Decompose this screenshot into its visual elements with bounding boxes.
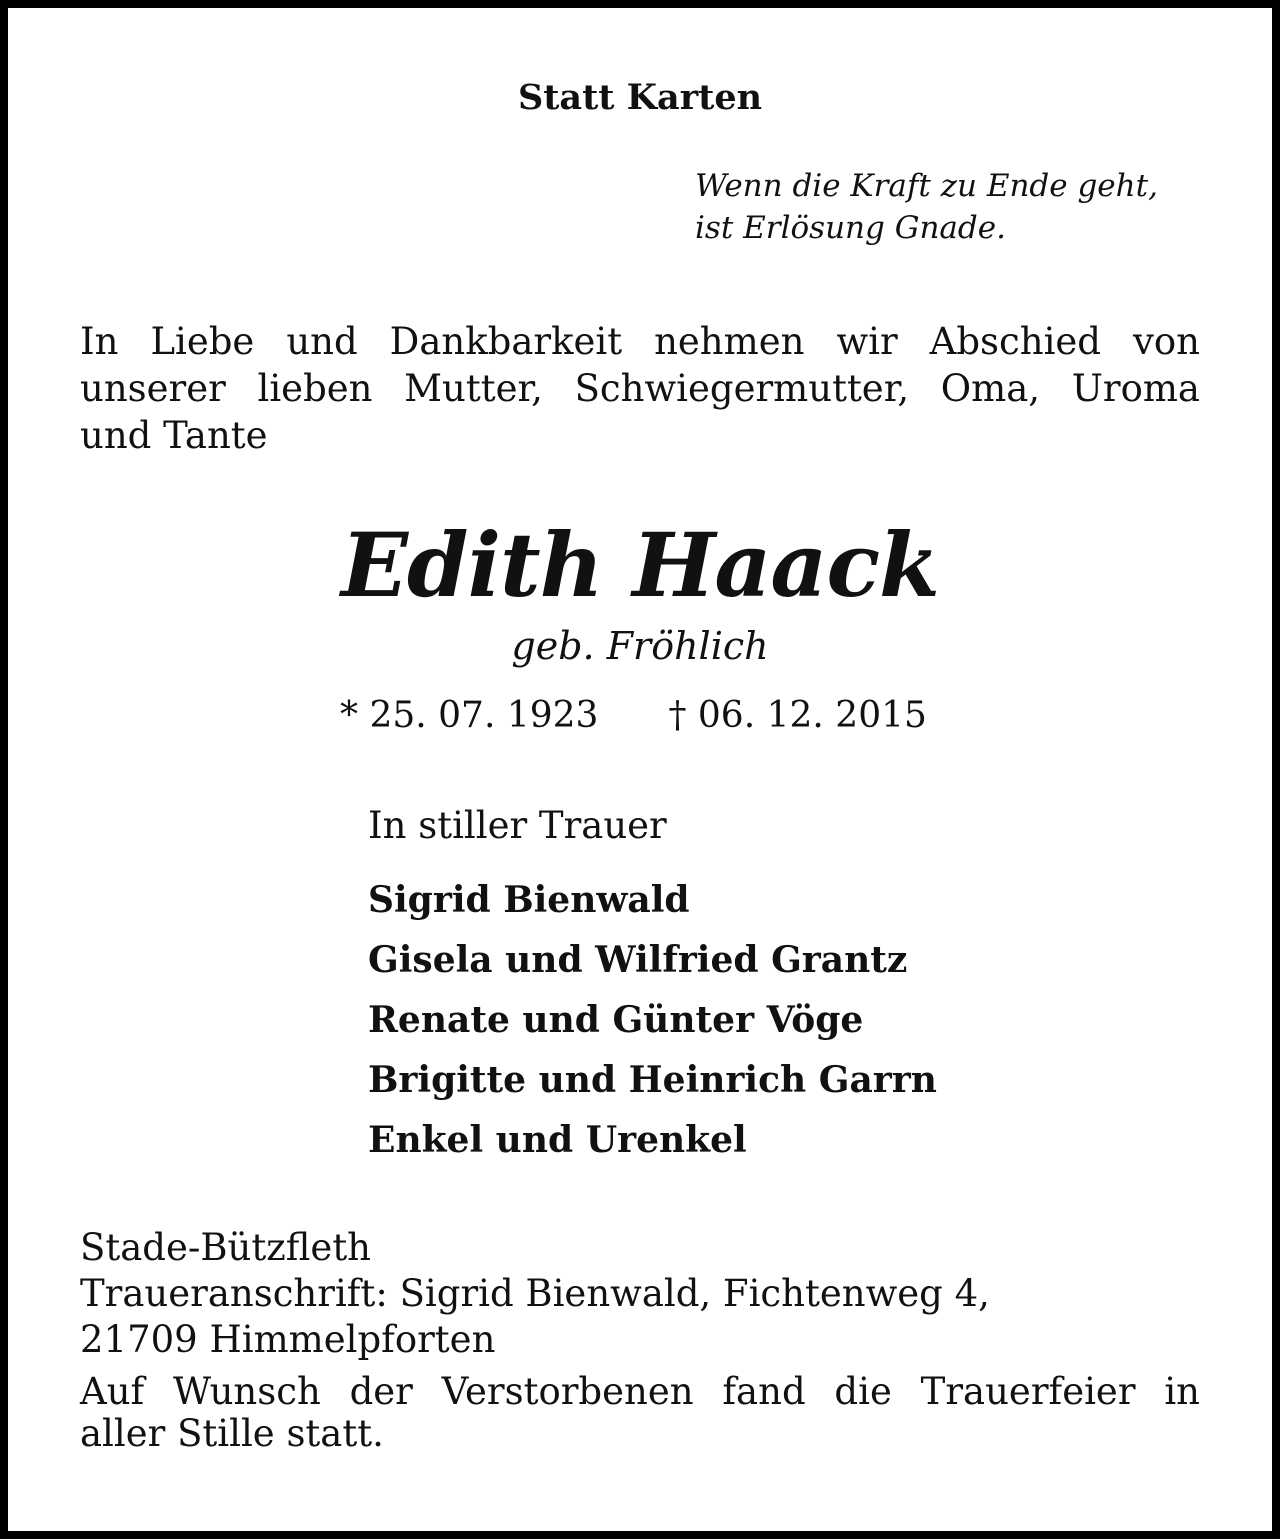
footer-block [80, 1225, 1200, 1455]
place-name: Stade-Bützfleth [80, 1226, 372, 1269]
motto-quote [695, 165, 1215, 249]
death-date: † 06. 12. 2015 [668, 695, 927, 736]
life-dates [340, 693, 927, 739]
intro-text [80, 318, 1200, 459]
birth-date: * 25. 07. 1923 [340, 695, 599, 736]
maiden-name: geb. Fröhlich [511, 624, 769, 668]
intro-line-1: In Liebe und Dankbarkeit nehmen wir Abschied von [80, 320, 1200, 363]
intro-line-3: und Tante [80, 414, 268, 457]
funeral-note-line-2: aller Stille statt. [80, 1412, 384, 1455]
mourning-address-line-2: 21709 Himmelpforten [80, 1318, 496, 1361]
deceased-name: Edith Haack [340, 513, 940, 617]
mourner-item: Brigitte und Heinrich Garrn [368, 1059, 937, 1101]
mourning-address-line-1: Traueranschrift: Sigrid Bienwald, Fichtenweg 4, [80, 1272, 990, 1315]
mourning-heading: In stiller Trauer [368, 804, 667, 847]
mourner-item: Gisela und Wilfried Grantz [368, 939, 908, 981]
funeral-note-line-1: Auf Wunsch der Verstorbenen fand die Trauerfeier in [80, 1370, 1200, 1413]
mourner-item: Enkel und Urenkel [368, 1119, 747, 1161]
motto-line-2: ist Erlösung Gnade. [695, 210, 1006, 246]
mourner-item: Sigrid Bienwald [368, 879, 690, 921]
intro-line-2: unserer lieben Mutter, Schwiegermutter, Oma, Uroma [80, 367, 1200, 410]
header-title: Statt Karten [517, 77, 763, 118]
mourners-list [368, 870, 937, 1170]
motto-line-1: Wenn die Kraft zu Ende geht, [695, 168, 1158, 204]
mourner-item: Renate und Günter Vöge [368, 999, 864, 1041]
